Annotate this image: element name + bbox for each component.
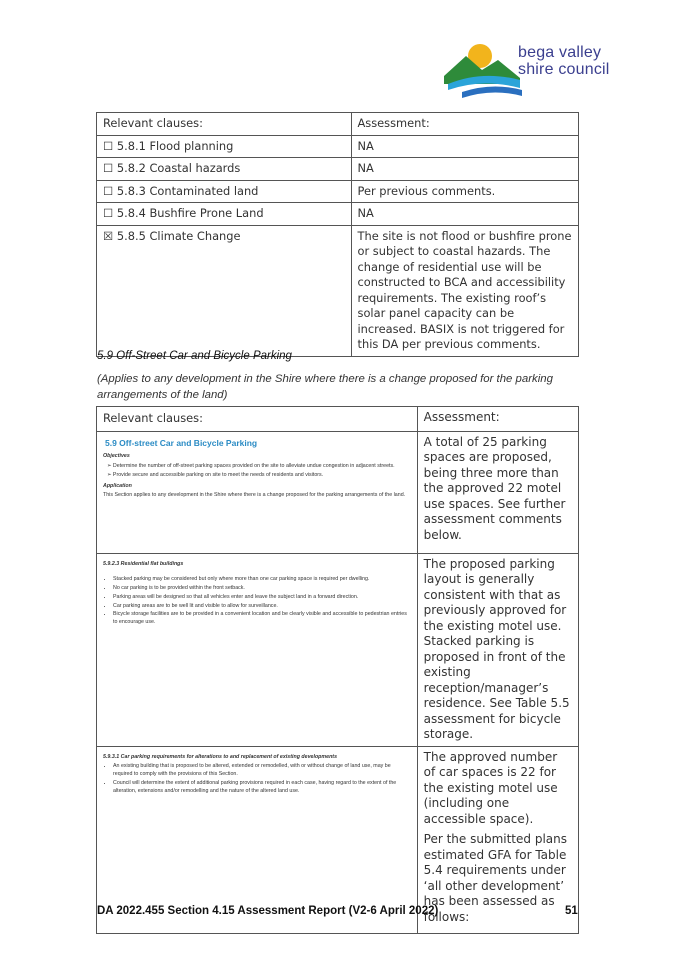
assessment-cell: NA <box>351 135 578 158</box>
table-row <box>97 553 579 746</box>
list-item: • Council will determine the extent of additional parking provisions required in each case, having regard to the extent of the alteration, extensions and/or remodelling and the nature of the altered land use. <box>113 780 411 796</box>
assessment-paragraph: The approved number of car spaces is 22 for the existing motel use (including one accessible space). <box>423 749 558 826</box>
table-row <box>97 203 579 226</box>
clip-bullet-list <box>103 576 411 627</box>
header-assessment: Assessment: <box>417 407 578 432</box>
list-item: • Car parking areas are to be well lit and visible to allow for surveillance. <box>113 603 411 611</box>
assessment-cell: NA <box>351 158 578 181</box>
checkbox-icon: ☐ <box>103 183 114 198</box>
header-relevant-clauses: Relevant clauses: <box>97 113 352 136</box>
header-assessment: Assessment: <box>351 113 578 136</box>
clauses-table-5-9 <box>96 406 579 934</box>
council-logo <box>442 40 628 102</box>
clause-label: 5.8.5 Climate Change <box>116 228 241 243</box>
section-heading: 5.9 Off-Street Car and Bicycle Parking <box>97 350 292 362</box>
table-header-row <box>97 113 579 136</box>
table-row <box>97 225 579 356</box>
table-row <box>97 180 579 203</box>
dcp-clip-objectives <box>97 431 418 553</box>
clause-label: 5.8.1 Flood planning <box>116 138 234 153</box>
clip-heading: 5.9.3.1 Car parking requirements for alterations to and replacement of existing developments <box>103 753 338 760</box>
header-relevant-clauses: Relevant clauses: <box>97 407 418 432</box>
clip-objectives-list <box>103 463 411 480</box>
list-item: • An existing building that is proposed to be altered, extended or remodelled, with or without change of land use, may be required to comply with the provisions of this Section. <box>113 763 411 779</box>
assessment-paragraph: Per the submitted plans estimated GFA for Table 5.4 requirements under ‘all other development’ has been assessed as follows: <box>423 832 567 924</box>
assessment-cell <box>417 746 578 934</box>
table-row <box>97 158 579 181</box>
assessment-cell: NA <box>351 203 578 226</box>
list-item: ➢ Determine the number of off-street parking spaces provided on the site to alleviate undue congestion in adjacent streets. <box>107 463 411 471</box>
list-item: • Parking areas will be designed so that all vehicles enter and leave the subject land in a forward direction. <box>113 594 411 602</box>
checkbox-icon: ☐ <box>103 206 114 220</box>
clauses-table-5-8 <box>96 112 579 357</box>
list-item: • No car parking is to be provided within the front setback. <box>113 585 411 593</box>
checked-checkbox-icon: ☒ <box>103 228 114 243</box>
clip-application-heading: Application <box>103 482 132 489</box>
table-header-row <box>97 407 579 432</box>
clip-application-text: This Section applies to any development in the Shire where there is a change proposed for the parking arrangements of the land. <box>103 492 406 499</box>
checkbox-icon: ☐ <box>103 138 114 153</box>
footer-report-title: DA 2022.455 Section 4.15 Assessment Report (V2-6 April 2022) <box>97 905 439 917</box>
logo-line-1: bega valley <box>518 44 602 61</box>
clip-bullet-list <box>103 763 411 795</box>
dcp-clip-residential-flat-buildings <box>97 553 418 746</box>
list-item: ➢ Provide secure and accessible parking on site to meet the needs of residents and visitors. <box>107 472 411 480</box>
clip-heading: 5.9.2.3 Residential flat buildings <box>103 560 184 567</box>
table-row <box>97 431 579 553</box>
checkbox-icon: ☐ <box>103 161 114 175</box>
assessment-cell: The site is not flood or bushfire prone or subject to coastal hazards. The change of residential use will be constructed to BCA and accessibility requirements. The existing roof’s solar panel capacity can be increased. BASIX is not triggered for this DA per previous comments. <box>351 225 578 356</box>
assessment-cell: A total of 25 parking spaces are proposed, being three more than the approved 22 motel use spaces. See further assessment comments below. <box>417 431 578 553</box>
section-applicability-note: (Applies to any development in the Shire where there is a change proposed for the parking arrangements of the land) <box>97 373 553 401</box>
assessment-cell: The proposed parking layout is generally consistent with that as previously approved for the existing motel use. Stacked parking is proposed in front of the existing reception/manager’s residence. See Table 5.5 assessment for bicycle storage. <box>417 553 578 746</box>
list-item: • Bicycle storage facilities are to be provided in a convenient location and be clearly visible and accessible to pedestrian entries to encourage use. <box>113 611 411 627</box>
clip-objectives-heading: Objectives <box>103 453 130 460</box>
clause-label: 5.8.3 Contaminated land <box>116 183 259 198</box>
assessment-cell: Per previous comments. <box>351 180 578 203</box>
council-logo-mark <box>442 40 522 102</box>
table-row <box>97 135 579 158</box>
list-item: • Stacked parking may be considered but only where more than one car parking space is required per dwelling. <box>113 576 411 584</box>
clause-label: 5.8.2 Coastal hazards <box>116 161 241 175</box>
clause-label: 5.8.4 Bushfire Prone Land <box>116 206 264 220</box>
clip-title: 5.9 Off-street Car and Bicycle Parking <box>105 437 258 448</box>
page-number: 51 <box>565 905 578 917</box>
logo-line-2: shire council <box>518 61 610 78</box>
